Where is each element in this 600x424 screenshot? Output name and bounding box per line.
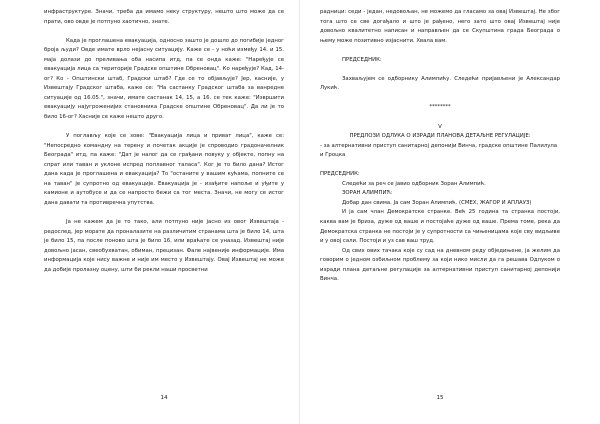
paragraph-r11: Добар дан свима. Ја сам Зоран Алимпић. (СМЕХ, ЖАГОР И АПЛАУЗ) <box>342 199 532 206</box>
paragraph-l1: инфраструктуре. Значи, треба да имамо неку структуру, нешто што може да се прати, ово овде је потпуно хаотично, знате. <box>44 9 284 25</box>
paragraph-spacer <box>320 65 560 75</box>
paragraph-spacer <box>44 27 284 37</box>
paragraph-spacer <box>320 161 560 171</box>
paragraph-r1: радници: седи - један, недовољан, не можемо да гласамо за овај Извештај. Не због тога што се све догађало и што је рађено, него зато што овај Извештај није довољно квалитетно написан и направљен да се Скупштина града Београда о њему може позитивно изјаснити. Хвала вам. <box>320 9 560 44</box>
left-page-body <box>44 8 284 275</box>
paragraph-l3: У поглављу које се зове: "Евакуација лица и приват лица", каже се: "Непосредно командну на терену и почетак акције је спроводио градоначелник Београда" итд, па каже: "Дат је налог да се грађани повуку у објекте, попну на спрат или таван и уклоне испред поплавног таласа". Ког је то било дана? Истог дана када је проглашена и евакуација? То "останите у вашим кућама, попните се на таван" је супротно од евакуације. Евакуација је - изађите напоље и уђите у камионе и аутобусе и да се напросто бежи са тог места. Значи, не могу се истог дана давати та противречна упутства. <box>44 133 284 206</box>
paragraph-spacer <box>44 123 284 133</box>
paragraph-r7: - за алтернативни приступ санитарној депонији Винча, градске општине Палилула и Гроцка <box>320 142 558 159</box>
right-page-body <box>320 8 560 285</box>
page-number-left: 14 <box>160 395 168 401</box>
paragraph-r5: V <box>438 123 442 130</box>
paragraph-r10: ЗОРАН АЛИМПИЋ: <box>342 190 393 197</box>
paragraph-l4: Ја не кажем да је то тако, али потпуно није јасно из овог Извештаја - редослед, јер морате да проналазите на различитим странама шта је било 14, шта је било 15, па после поново шта је било 16. или враћате се уназад. Извештај није довољно јасан, свеобухватан, обиман, прецизан. Фале највеније информације. Има информација које нису важне и није им место у Извештају. Овај Извештај не може да добије пролазну оцену, шти би рекли наши просветни <box>44 219 284 273</box>
paragraph-spacer <box>44 208 284 218</box>
page-number-right: 15 <box>436 395 444 401</box>
paragraph-spacer <box>320 113 560 123</box>
paragraph-spacer <box>320 46 560 56</box>
paragraph-r9: Следећи за реч се јавио одборник Зоран Алимпић. <box>342 180 486 187</box>
paragraph-spacer <box>320 94 560 104</box>
paragraph-r3: Захваљујем се одборнику Алимпићу. Следећи пријављени је Александар Лукић. <box>320 75 560 92</box>
paragraph-r4: ******** <box>429 104 451 111</box>
paragraph-r6: ПРЕДЛОЗИ ОДЛУКА О ИЗРАДИ ПЛАНОВА ДЕТАЉНЕ РЕГУЛАЦИЈЕ: <box>349 133 531 140</box>
paragraph-r12: И ја сам члан Демократске странке. Већ 25 година та странка постоји, каква вам је бриза, дуже од ваше и постојаће дуже од ваше. Према томе, река да Демократска странка не постоји је у супротности са чињеницама које сву видљиве и у овој сали. Постоји и уз сав ваш труд. <box>320 209 560 245</box>
paragraph-l2: Када је проглашена евакуација, односно зашто је дошло до погибије једног броја људи? Овде имате врло нејасну ситуацију. Каже се - у ноћи између 14. и 15. маја долази до преливања оба насипа итд, па се онда каже: "Наређује се евакуација лица са територије Градске општине Обреновац". Ко наређује? Кад, 14-ог? Ко - Општински штаб, Градски штаб? Где се то објављује? Јер, касније, у Извештају Градског штаба, каже се: "На састанку Градског штаба за ванредне ситуације од 16.05.", значи, имате састанак 14, 15, а 16. се тек каже: "Извршити евакуацију најугроженијих становника Градске општине Обреновац". Да ли је то било 16-ог? Хасније се каже нешто друго. <box>44 37 284 121</box>
right-page <box>300 0 600 424</box>
paragraph-r2: ПРЕДСЕДНИК: <box>342 56 382 63</box>
paragraph-r8: ПРЕДСЕДНИК: <box>320 171 360 178</box>
paragraph-r13: Од свих ових тачака које су сад на дневном реду обједињене, ја желим да говорим о једном озбиљном проблему за који нико мисли да га решава Одлуком о изради плана детаљне регулације за алтернативни приступ санитарној депонији Винча. <box>320 247 560 283</box>
